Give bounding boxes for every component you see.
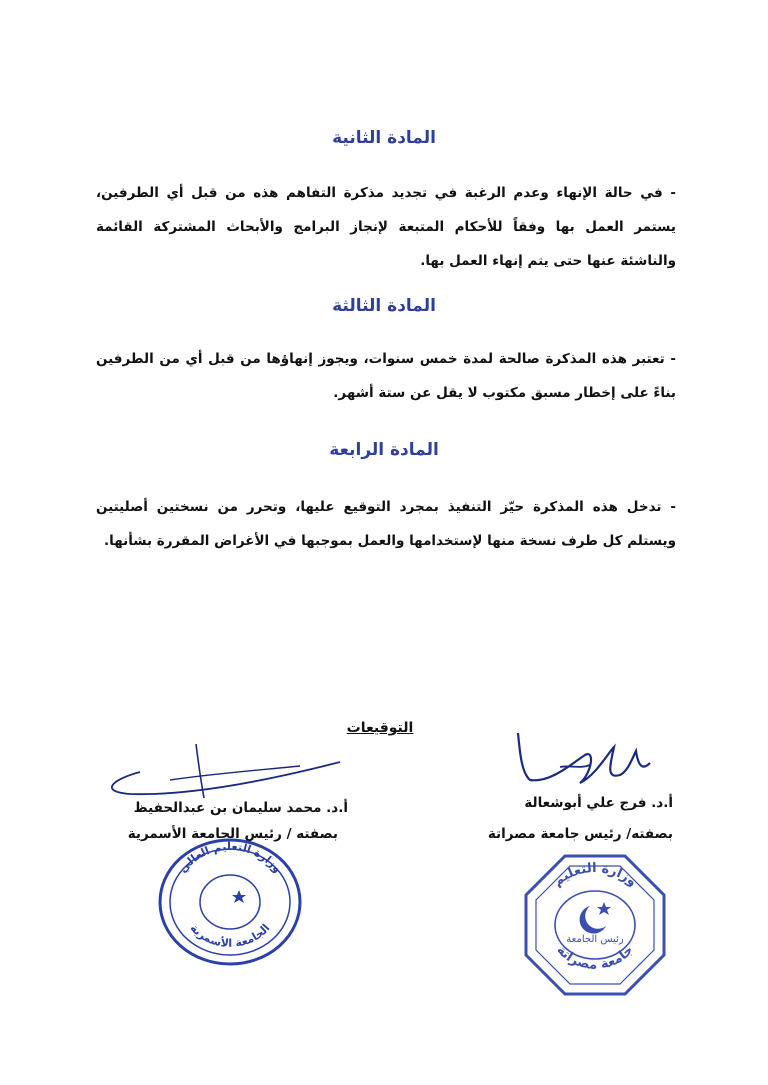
left-official-stamp [155, 830, 305, 970]
signatures-title: التوقيعات [346, 720, 414, 736]
right-signatory-role: بصفته/ رئيس جامعة مصراتة [487, 826, 673, 842]
article-3-heading: المادة الثالثة [332, 296, 436, 316]
article-3-text: - تعتبر هذه المذكرة صالحة لمدة خمس سنوات، ويجوز إنهاؤها من قبل أي من الطرفين بناءً على إخطار مسبق مكتوب لا يقل عن ستة أشهر. [96, 351, 676, 401]
left-stamp-bottom-text: الجامعة الأسمرية [187, 921, 273, 950]
article-2-heading: المادة الثانية [332, 128, 436, 148]
left-signatory-role: بصفته / رئيس الجامعة الأسمرية [127, 826, 338, 842]
right-signature [510, 725, 660, 795]
right-official-stamp [520, 850, 670, 1000]
right-stamp-bottom-text: جامعة مصراتة [553, 942, 637, 973]
article-2-text: - في حالة الإنهاء وعدم الرغبة في تجديد مذكرة التفاهم هذه من قبل أي الطرفين، يستمر العمل بها وفقاً للأحكام المتبعة لإنجاز البرامج والأبحاث المشتركة القائمة والناشئة عنها حتى يتم إنهاء العمل بها. [96, 185, 676, 269]
right-stamp-middle-text: رئيس الجامعة [566, 934, 624, 945]
right-stamp-top-text: وزارة التعليم [550, 860, 640, 890]
right-signatory-name: أ.د. فرج علي أبوشعالة [524, 795, 673, 811]
left-stamp-top-text: وزارة التعليم العالي [176, 839, 284, 876]
left-signatory-name: أ.د. محمد سليمان بن عبدالحفيظ [133, 800, 348, 816]
article-4-heading: المادة الرابعة [329, 440, 439, 460]
article-4-text: - تدخل هذه المذكرة حيّز التنفيذ بمجرد التوقيع عليها، وتحرر من نسختين أصليتين ويستلم كل طرف نسخة منها لإستخدامها والعمل بموجبها في الأغراض المقررة بشأنها. [96, 499, 676, 549]
